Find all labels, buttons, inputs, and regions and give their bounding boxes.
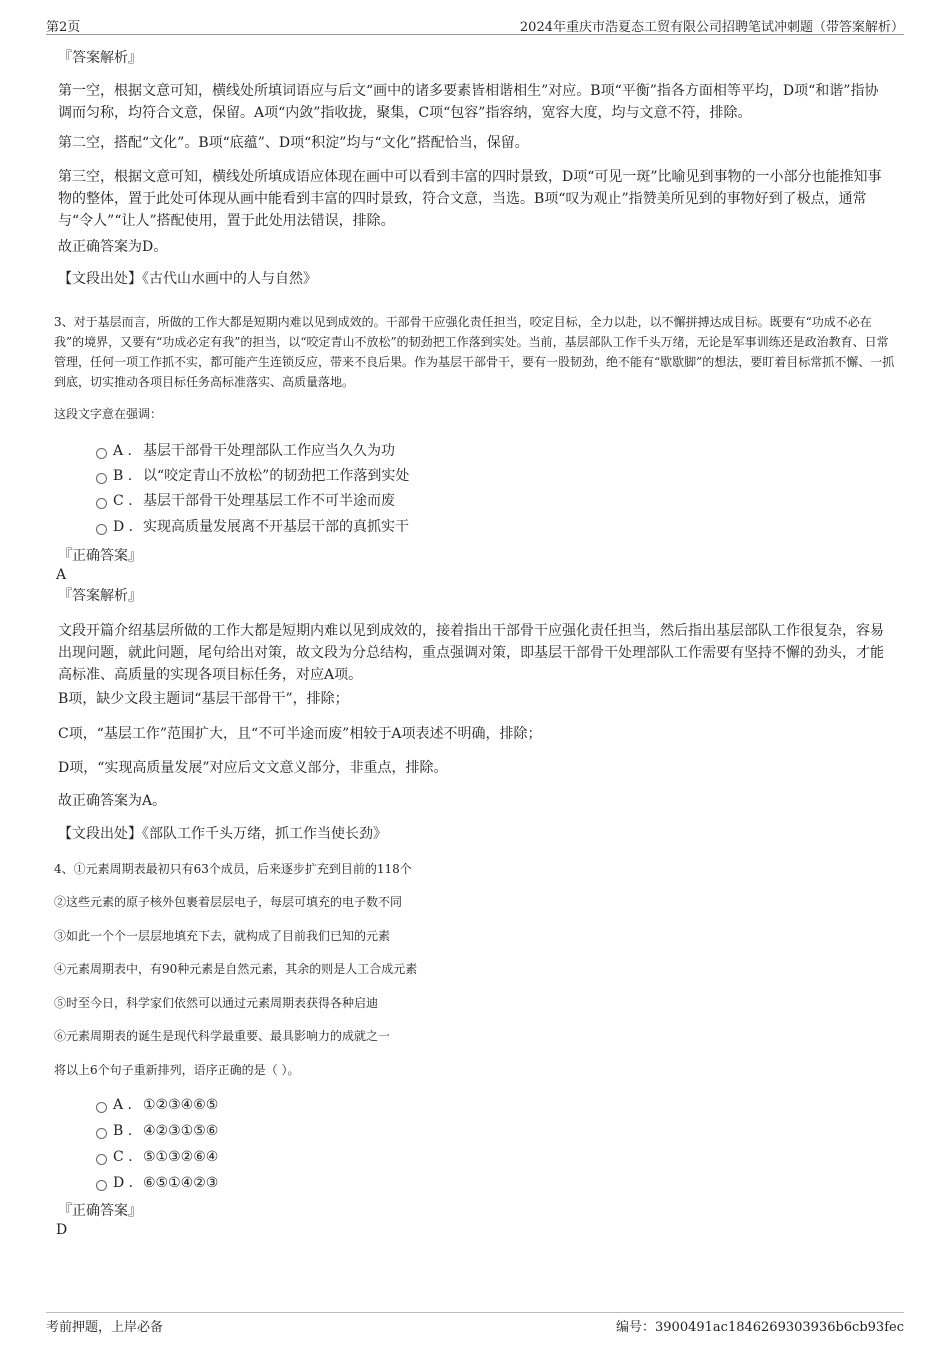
answer-conclusion: 故正确答案为A。 xyxy=(58,793,167,809)
option-b[interactable]: B . 以“咬定青山不放松”的韧劲把工作落到实处 xyxy=(96,465,409,487)
page-header xyxy=(46,14,904,35)
option-d[interactable]: D . ⑥⑤①④②③ xyxy=(96,1172,218,1194)
analysis-paragraph: D项，“实现高质量发展”对应后文文意义部分，非重点，排除。 xyxy=(58,760,448,776)
analysis-paragraph: 第二空，搭配“文化”。B项“底蕴”、D项“积淀”均与“文化”搭配恰当，保留。 xyxy=(58,135,529,151)
question-prompt: 将以上6个句子重新排列，语序正确的是（ ）。 xyxy=(54,1063,300,1077)
option-d[interactable]: D . 实现高质量发展离不开基层干部的真抓实干 xyxy=(96,516,409,538)
sentence-3: ③如此一个个一层层地填充下去，就构成了目前我们已知的元素 xyxy=(54,929,391,943)
document-id: 编号：3900491ac1846269303936b6cb93fec xyxy=(616,1320,904,1335)
radio-icon[interactable] xyxy=(96,473,107,484)
footer-slogan: 考前押题，上岸必备 xyxy=(46,1320,164,1335)
page-number: 第2页 xyxy=(46,20,81,35)
option-c[interactable]: C . 基层干部骨干处理基层工作不可半途而废 xyxy=(96,490,395,512)
radio-icon[interactable] xyxy=(96,1128,107,1139)
analysis-paragraph: 文段开篇介绍基层所做的工作大都是短期内难以见到成效的，接着指出干部骨干应强化责任担当，然后指出基层部队工作很复杂，容易出现问题，就此问题，尾句给出对策，故文段为分总结构，重点强调对策，即基层干部骨干处理部队工作需要有坚持不懈的劲头，才能高标准、高质量的实现各项目标任务，对应A项。 xyxy=(58,623,884,683)
question-stem: 3、对于基层而言，所做的工作大都是短期内难以见到成效的。干部骨干应强化责任担当，咬定目标，全力以赴，以不懈拼搏达成目标。既要有“功成不必在我”的境界，又要有“功成必定有我”的担当，以“咬定青山不放松”的韧劲把工作落到实处。当前，基层部队工作千头万绪，无论是军事训练还是政治教育、日常管理，任何一项工作抓不实，都可能产生连锁反应，带来不良后果。作为基层干部骨干，要有一股韧劲，绝不能有“歇歇脚”的想法，要盯着目标常抓不懈、一抓到底，切实推动各项目标任务高标准落实、高质量落地。 xyxy=(54,315,895,389)
option-b[interactable]: B . ④②③①⑤⑥ xyxy=(96,1120,218,1142)
option-a[interactable]: A . ①②③④⑥⑤ xyxy=(96,1094,218,1116)
sentence-2: ②这些元素的原子核外包裹着层层电子，每层可填充的电子数不同 xyxy=(54,895,403,909)
correct-answer: A xyxy=(56,567,67,583)
option-a[interactable]: A . 基层干部骨干处理部队工作应当久久为功 xyxy=(96,440,395,462)
radio-icon[interactable] xyxy=(96,524,107,535)
answer-conclusion: 故正确答案为D。 xyxy=(58,239,168,255)
passage-source: 【文段出处】《古代山水画中的人与自然》 xyxy=(58,271,317,287)
radio-icon[interactable] xyxy=(96,1154,107,1165)
correct-answer: D xyxy=(56,1222,68,1238)
analysis-paragraph: C项，“基层工作”范围扩大，且“不可半途而废”相较于A项表述不明确，排除； xyxy=(58,726,542,742)
radio-icon[interactable] xyxy=(96,1180,107,1191)
sentence-4: ④元素周期表中，有90种元素是自然元素，其余的则是人工合成元素 xyxy=(54,962,418,976)
analysis-label: 『答案解析』 xyxy=(58,588,142,604)
sentence-5: ⑤时至今日，科学家们依然可以通过元素周期表获得各种启迪 xyxy=(54,996,379,1010)
analysis-label: 『答案解析』 xyxy=(58,50,142,66)
page-footer xyxy=(46,1312,904,1335)
correct-answer-label: 『正确答案』 xyxy=(58,548,142,564)
correct-answer-label: 『正确答案』 xyxy=(58,1203,142,1219)
passage-source: 【文段出处】《部队工作千头万绪，抓工作当使长劲》 xyxy=(58,826,387,842)
analysis-paragraph: B项，缺少文段主题词“基层干部骨干”，排除； xyxy=(58,691,349,707)
sentence-6: ⑥元素周期表的诞生是现代科学最重要、最具影响力的成就之一 xyxy=(54,1029,391,1043)
radio-icon[interactable] xyxy=(96,498,107,509)
question-prompt: 这段文字意在强调： xyxy=(54,407,163,421)
radio-icon[interactable] xyxy=(96,1102,107,1113)
document-title: 2024年重庆市浩夏态工贸有限公司招聘笔试冲刺题（带答案解析） xyxy=(519,20,904,35)
radio-icon[interactable] xyxy=(96,448,107,459)
analysis-paragraph: 第一空，根据文意可知，横线处所填词语应与后文“画中的诸多要素皆相谐相生”对应。B项“平衡”指各方面相等平均，D项“和谐”指协调而匀称，均符合文意，保留。A项“内敛”指收拢，聚集，C项“包容”指容纳，宽容大度，均与文意不符，排除。 xyxy=(58,83,879,121)
option-c[interactable]: C . ⑤①③②⑥④ xyxy=(96,1146,218,1168)
sentence-1: 4、①元素周期表最初只有63个成员，后来逐步扩充到目前的118个 xyxy=(54,862,412,876)
analysis-paragraph: 第三空，根据文意可知，横线处所填成语应体现在画中可以看到丰富的四时景致，D项“可见一斑”比喻见到事物的一小部分也能推知事物的整体，置于此处可体现从画中能看到丰富的四时景致，符合文意，当选。B项“叹为观止”指赞美所见到的事物好到了极点，通常与“令人”“让人”搭配使用，置于此处用法错误，排除。 xyxy=(58,169,882,229)
